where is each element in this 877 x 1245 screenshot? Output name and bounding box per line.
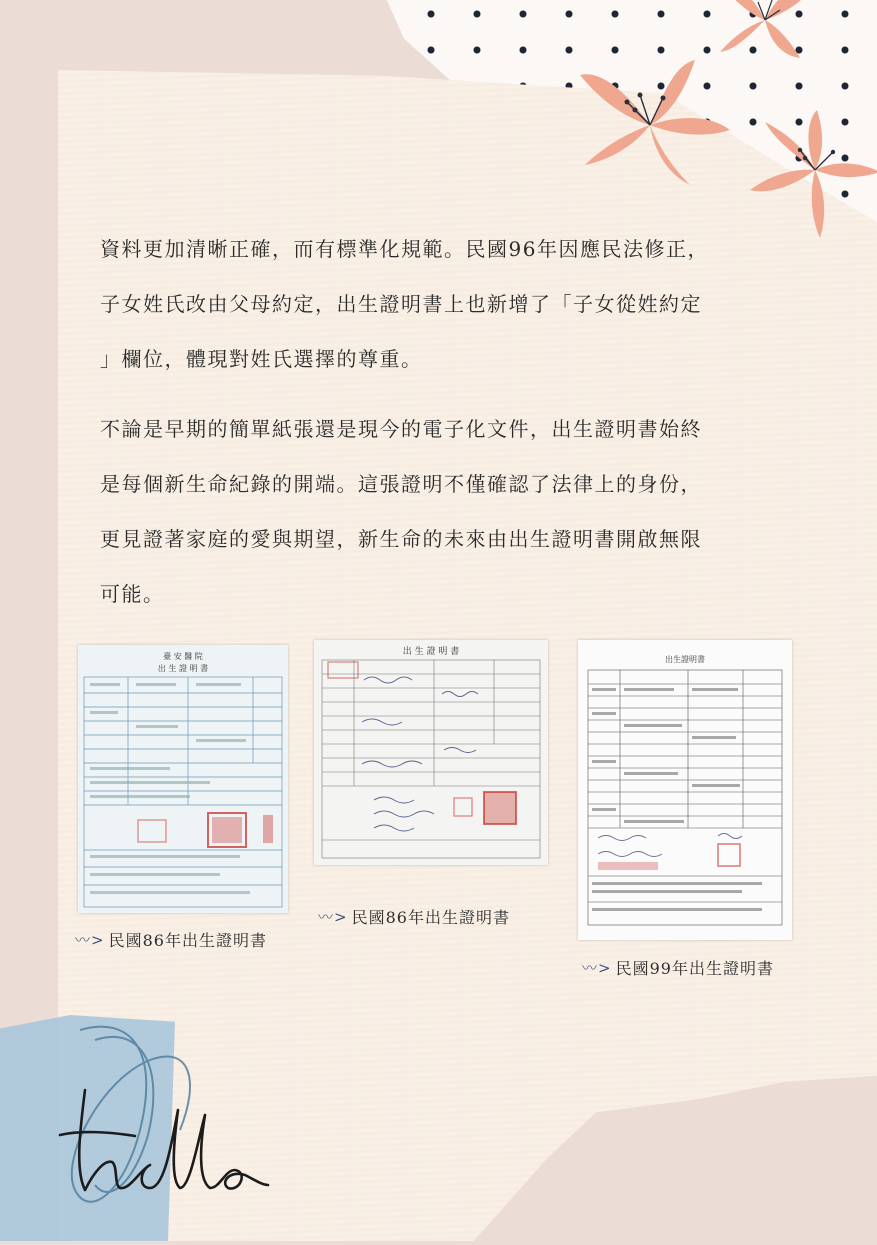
- certificate-title: 出 生 證 明 書: [402, 647, 460, 657]
- squiggle-arrow-icon: 〰>: [582, 959, 612, 977]
- squiggle-arrow-icon: 〰>: [318, 908, 348, 926]
- flower-icon: [565, 60, 735, 190]
- paragraph-2: [100, 402, 750, 622]
- certificate-caption: [582, 956, 774, 979]
- caption-text: 民國86年出生證明書: [108, 931, 267, 950]
- text-line: 更見證著家庭的愛與期望，新生命的未來由出生證明書開啟無限: [100, 527, 702, 551]
- paragraph-1: [100, 222, 750, 387]
- certificate-title: 出 生 證 明 書: [157, 664, 209, 673]
- flower-icon: [745, 110, 877, 240]
- certificate-caption: [75, 928, 267, 951]
- text-line: 是每個新生命紀錄的開端。這張證明不僅確認了法律上的身份，: [100, 472, 702, 496]
- flower-icon: [710, 0, 820, 60]
- text-line: 資料更加清晰正確，而有標準化規範。民國96年因應民法修正，: [100, 237, 709, 261]
- certificate-image-2010: [578, 640, 792, 940]
- certificate-image-1986-a: [78, 645, 288, 913]
- text-line: 不論是早期的簡單紙張還是現今的電子化文件，出生證明書始終: [100, 417, 702, 441]
- caption-text: 民國99年出生證明書: [615, 959, 774, 978]
- text-line: 子女姓氏改由父母約定，出生證明書上也新增了「子女從姓約定: [100, 292, 702, 316]
- certificate-title: 出生證明書: [665, 655, 705, 664]
- text-line: 可能。: [100, 582, 165, 606]
- certificate-caption: [318, 905, 510, 928]
- certificate-subtitle: 臺 安 醫 院: [163, 652, 203, 661]
- certificate-image-1986-b: [314, 640, 548, 865]
- squiggle-arrow-icon: 〰>: [75, 931, 105, 949]
- hello-script-logo: [40, 1020, 270, 1220]
- text-line: 」欄位，體現對姓氏選擇的尊重。: [100, 347, 423, 371]
- caption-text: 民國86年出生證明書: [351, 908, 510, 927]
